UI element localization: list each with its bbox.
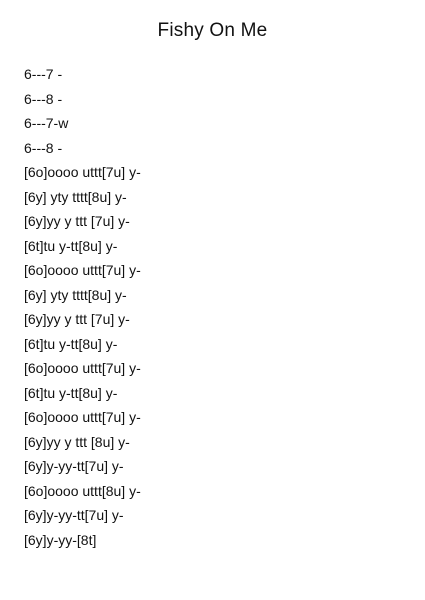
- sheet-line: [6y]y-yy-tt[7u] y-: [24, 458, 124, 474]
- sheet-line: [6y]y-yy-tt[7u] y-: [24, 507, 124, 523]
- sheet-line: [6t]tu y-tt[8u] y-: [24, 384, 118, 401]
- sheet-line: 6---7-w: [24, 115, 69, 131]
- sheet-line: 6---7 -: [24, 66, 63, 82]
- sheet-line: [6y] yty tttt[8u] y-: [24, 188, 127, 205]
- sheet-line: 6---8 -: [24, 139, 63, 156]
- sheet-line: [6o]oooo uttt[8u] y-: [24, 482, 141, 499]
- sheet-music-lines: [24, 62, 404, 552]
- sheet-line: [6t]tu y-tt[8u] y-: [24, 335, 118, 352]
- sheet-line: [6o]oooo uttt[7u] y-: [24, 360, 141, 376]
- sheet-line: [6y] yty tttt[8u] y-: [24, 286, 127, 303]
- sheet-line: [6y]y-yy-[8t]: [24, 531, 97, 548]
- page-title: Fishy On Me: [157, 20, 268, 41]
- sheet-line: [6t]tu y-tt[8u] y-: [24, 237, 118, 254]
- sheet-line: [6y]yy y ttt [7u] y-: [24, 311, 130, 327]
- sheet-line: 6---8 -: [24, 90, 63, 107]
- sheet-line: [6o]oooo uttt[7u] y-: [24, 262, 141, 278]
- sheet-line: [6y]yy y ttt [7u] y-: [24, 213, 130, 229]
- sheet-line: [6y]yy y ttt [8u] y-: [24, 433, 130, 450]
- sheet-line: [6o]oooo uttt[7u] y-: [24, 409, 141, 425]
- sheet-line: [6o]oooo uttt[7u] y-: [24, 164, 141, 180]
